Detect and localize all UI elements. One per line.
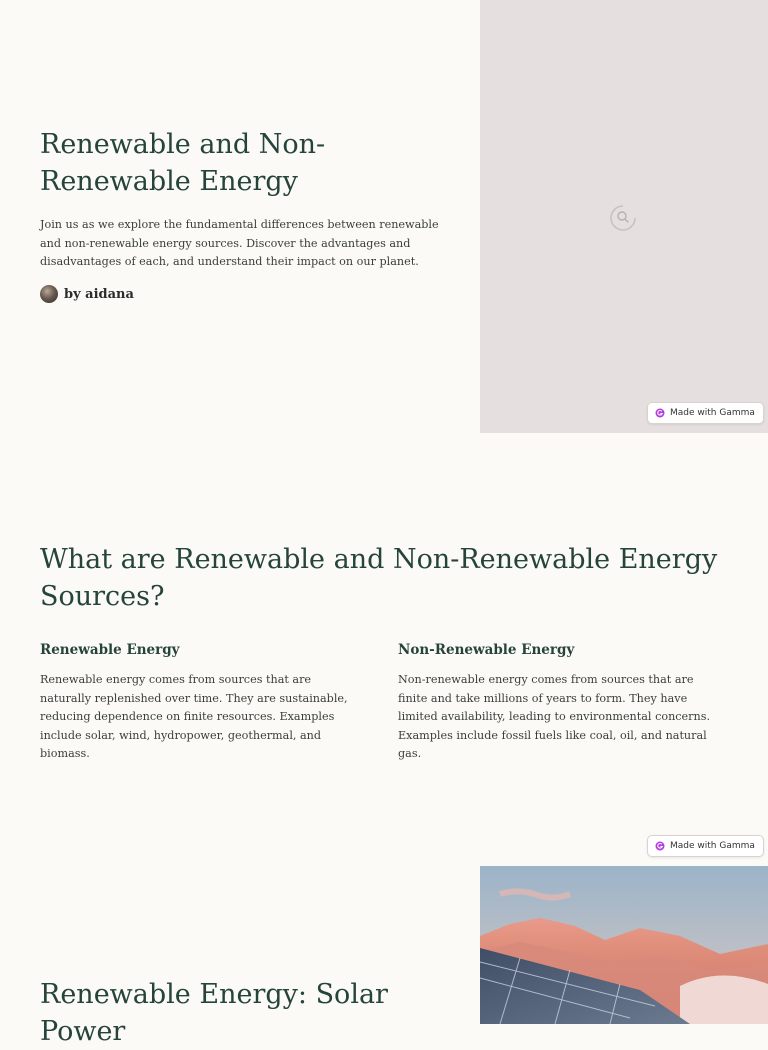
image-loading-icon	[608, 203, 638, 233]
nonrenewable-heading: Non-Renewable Energy	[398, 642, 575, 658]
section-title: What are Renewable and Non-Renewable Energy Sources?	[40, 544, 718, 612]
nonrenewable-column	[398, 641, 718, 764]
author-name: by aidana	[64, 286, 134, 302]
gamma-logo-icon	[655, 408, 665, 418]
avatar	[40, 285, 58, 303]
section-title: Renewable Energy: Solar Power	[40, 979, 388, 1047]
slide-title: Renewable and Non-Renewable Energy	[40, 129, 326, 197]
made-with-gamma-badge[interactable]	[647, 402, 764, 424]
title-slide	[0, 0, 768, 433]
gamma-logo-icon	[655, 841, 665, 851]
solar-panels-mountain-image	[480, 866, 768, 1024]
slide-intro-text: Join us as we explore the fundamental differences between renewable and non-renewable energy sources. Discover the advantages and disadvantages of each, and understand their impact on our planet.	[40, 218, 439, 268]
renewable-text: Renewable energy comes from sources that are naturally replenished over time. They are sustainable, reducing dependence on finite resources. Examples include solar, wind, hydropower, geothermal, and biomass.	[40, 673, 348, 760]
badge-label: Made with Gamma	[670, 408, 755, 418]
nonrenewable-text: Non-renewable energy comes from sources that are finite and take millions of years to form. They have limited availability, leading to environmental concerns. Examples include fossil fuels like coal, oil, and natural gas.	[398, 673, 711, 760]
author-byline	[40, 285, 134, 303]
renewable-heading: Renewable Energy	[40, 642, 180, 658]
badge-label: Made with Gamma	[670, 841, 755, 851]
renewable-column	[40, 641, 360, 764]
made-with-gamma-badge[interactable]	[647, 835, 764, 857]
